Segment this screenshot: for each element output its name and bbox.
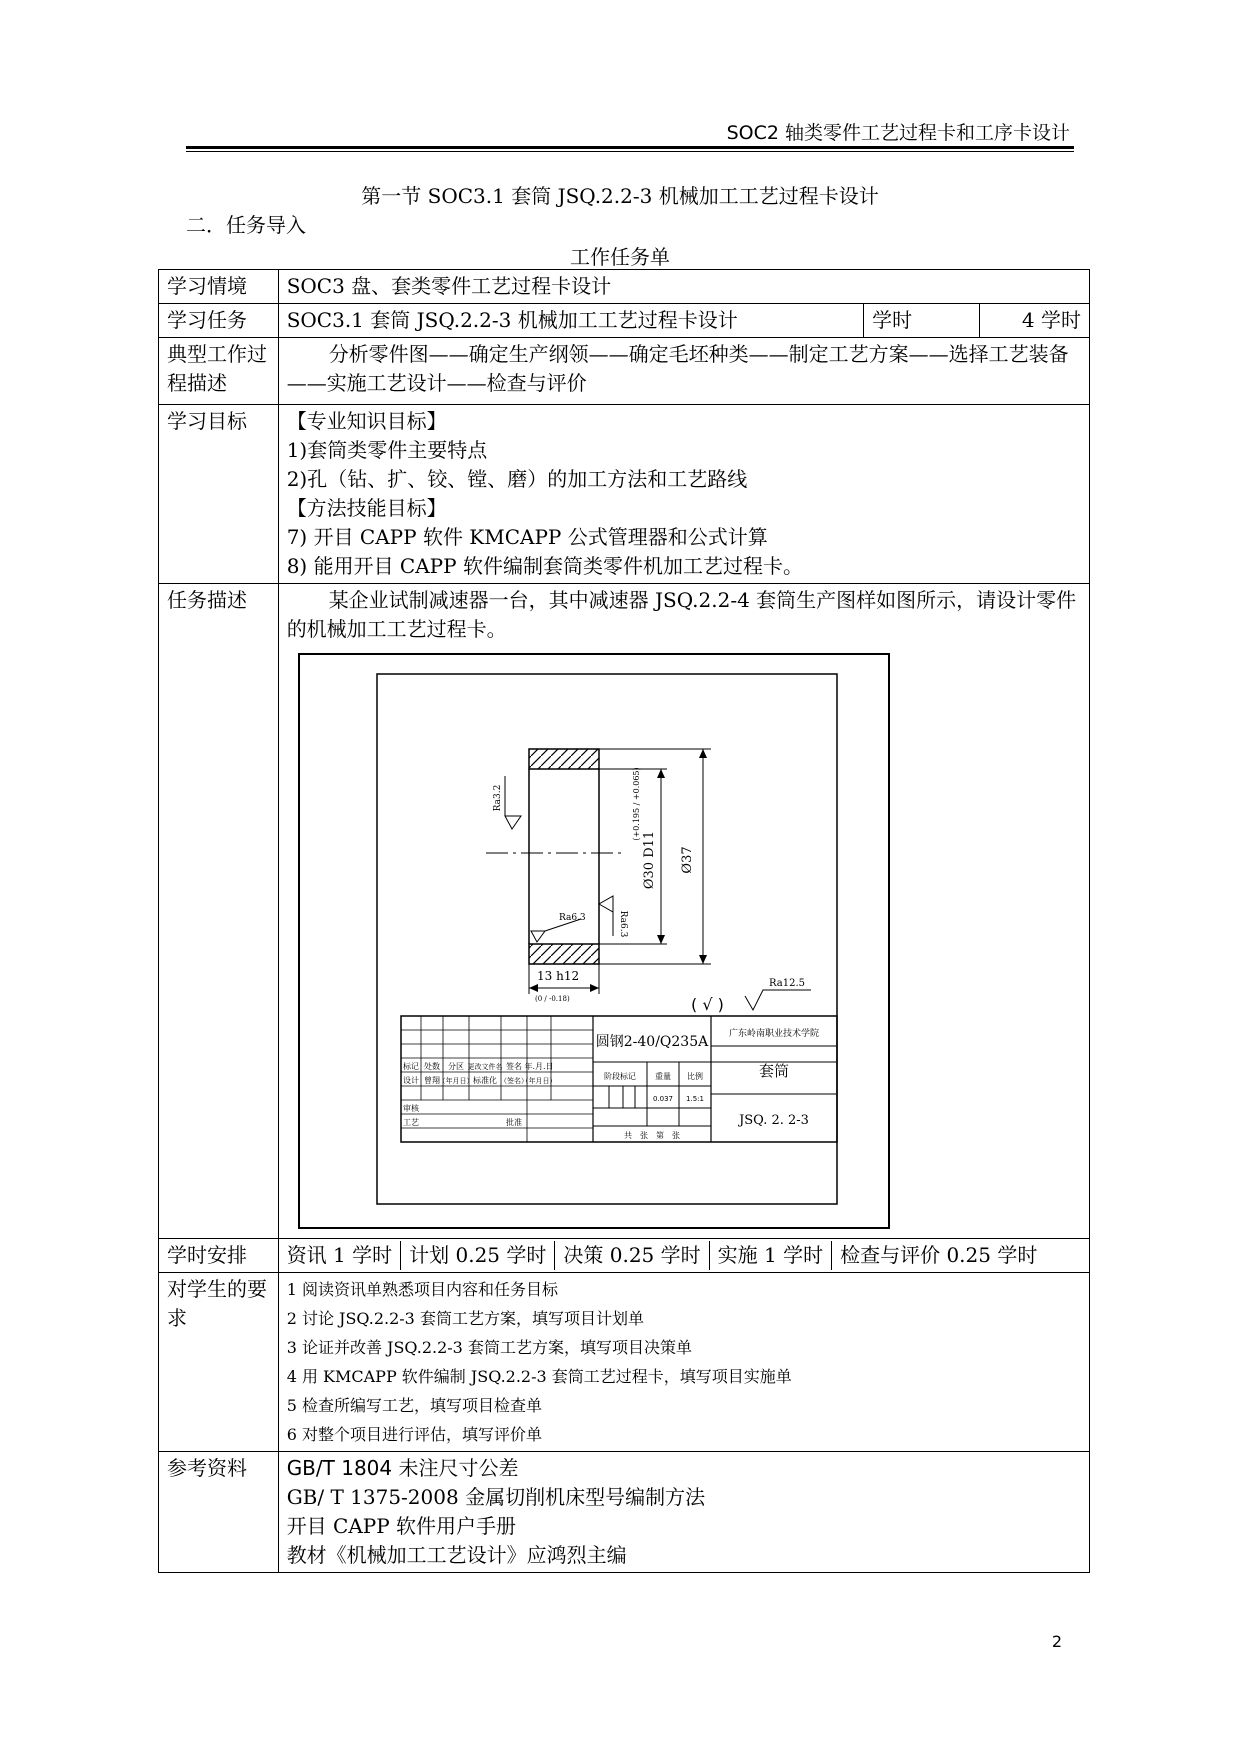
value-desc	[278, 584, 1089, 1239]
tb-design-date: （年月日）	[438, 1077, 474, 1085]
section-bottom-hatch	[529, 944, 599, 964]
ref-line: 教材《机械加工工艺设计》应鸿烈主编	[286, 1543, 627, 1567]
tb-scale-label: 比例	[686, 1072, 703, 1081]
label-task: 学习任务	[159, 304, 279, 338]
title-block	[401, 1016, 837, 1142]
ra-left-symbol	[505, 816, 521, 829]
tb-count-label: 处数	[423, 1062, 440, 1071]
tb-review-label: 审核	[402, 1104, 419, 1113]
dim-width-tolerance: (0 / -0.18)	[534, 995, 570, 1003]
running-header: SOC2 轴类零件工艺过程卡和工序卡设计	[726, 122, 1070, 144]
part-drawing	[287, 644, 1081, 1236]
goal-line: 【专业知识目标】	[286, 409, 447, 433]
value-refs	[278, 1452, 1089, 1573]
tb-design-label: 设计	[402, 1076, 419, 1085]
ra-left-label: Ra3.2	[492, 784, 503, 812]
value-hours: 4 学时	[980, 304, 1090, 338]
row-requirements	[159, 1273, 1090, 1452]
schedule-plan: 计划 0.25 学时	[401, 1241, 555, 1270]
section-top-hatch	[529, 749, 599, 769]
requirement-line: 3 论证并改善 JSQ.2.2-3 套筒工艺方案，填写项目决策单	[286, 1338, 692, 1357]
row-task	[159, 304, 1090, 338]
requirement-line: 5 检查所编写工艺，填写项目检查单	[286, 1396, 542, 1415]
tb-part-name: 套筒	[758, 1062, 789, 1080]
tb-part-no: JSQ. 2. 2-3	[738, 1113, 809, 1128]
requirement-line: 6 对整个项目进行评估，填写评价单	[286, 1425, 542, 1444]
value-task: SOC3.1 套筒 JSQ.2.2-3 机械加工工艺过程卡设计	[278, 304, 863, 338]
ref-line: GB/T 1804 未注尺寸公差	[286, 1456, 519, 1480]
tb-sheets: 共 张 第 张	[623, 1131, 680, 1140]
ra-inner-label: Ra6.3	[617, 910, 628, 938]
subheading: 二．任务导入	[186, 213, 306, 237]
desc-text: 某企业试制减速器一台，其中减速器 JSQ.2.2-4 套筒生产图样如图所示，请设计零件的机械加工工艺过程卡。	[286, 588, 1077, 641]
goal-line: 2)孔（钻、扩、铰、镗、磨）的加工方法和工艺路线	[286, 467, 748, 491]
tb-weight-value: 0.037	[652, 1095, 673, 1103]
requirement-line: 1 阅读资讯单熟悉项目内容和任务目标	[286, 1280, 558, 1299]
tb-weight-label: 重量	[654, 1072, 671, 1081]
schedule-info: 资讯 1 学时	[287, 1241, 401, 1270]
tb-standard-sign: （签名）	[499, 1077, 528, 1085]
value-situation: SOC3 盘、套类零件工艺过程卡设计	[278, 270, 1089, 304]
label-refs: 参考资料	[159, 1452, 279, 1573]
table-title: 工作任务单	[570, 245, 670, 269]
value-process: 分析零件图——确定生产纲领——确定毛坯种类——制定工艺方案——选择工艺装备——实施工艺设计——检查与评价	[278, 338, 1089, 405]
tb-mark-label: 标记	[402, 1062, 419, 1071]
goal-line: 【方法技能目标】	[286, 496, 447, 520]
dim-width-label: 13 h12	[536, 969, 579, 983]
work-task-table	[158, 269, 1090, 1573]
page-number: 2	[1051, 1632, 1062, 1651]
row-goals	[159, 405, 1090, 584]
tb-zone-label: 分区	[447, 1062, 464, 1071]
goal-line: 8) 能用开目 CAPP 软件编制套筒类零件机加工艺过程卡。	[286, 554, 803, 578]
schedule-decide: 决策 0.25 学时	[555, 1241, 709, 1270]
ra-general-paren: ( √ )	[690, 995, 724, 1014]
ra-general-symbol	[745, 990, 811, 1010]
row-process	[159, 338, 1090, 405]
label-situation: 学习情境	[159, 270, 279, 304]
tb-stage-label: 阶段标记	[603, 1072, 636, 1081]
label-desc: 任务描述	[159, 584, 279, 1239]
tb-school: 广东岭南职业技术学院	[728, 1029, 819, 1039]
ra-bottom-symbol	[531, 931, 545, 942]
tb-designer: 曾翔	[423, 1076, 440, 1085]
value-schedule	[278, 1239, 1089, 1273]
tb-standard-label: 标准化	[472, 1076, 497, 1085]
tb-change-label: 更改文件名	[467, 1063, 503, 1071]
value-requirements	[278, 1273, 1089, 1452]
requirement-line: 4 用 KMCAPP 软件编制 JSQ.2.2-3 套筒工艺过程卡，填写项目实施单	[286, 1367, 792, 1386]
tb-material: 圆钢2-40/Q235A	[595, 1034, 708, 1050]
row-schedule	[159, 1239, 1090, 1273]
goal-line: 7) 开目 CAPP 软件 KMCAPP 公式管理器和公式计算	[286, 525, 768, 549]
schedule-implement: 实施 1 学时	[710, 1241, 832, 1270]
part-drawing-svg	[291, 646, 891, 1232]
tb-approve-label: 批准	[505, 1118, 522, 1127]
tb-standard-date: （年月日）	[521, 1077, 557, 1085]
row-refs	[159, 1452, 1090, 1573]
header-rule-thin	[186, 151, 1074, 152]
ra-general-label: Ra12.5	[768, 978, 805, 989]
dim-bore-label: Ø30 D11	[641, 830, 657, 890]
label-requirements: 对学生的要求	[159, 1273, 279, 1452]
schedule-check: 检查与评价 0.25 学时	[840, 1243, 1038, 1267]
ra-inner-symbol	[599, 896, 613, 912]
tb-sign-label: 签名	[505, 1062, 522, 1071]
section-title: 第一节 SOC3.1 套筒 JSQ.2.2-3 机械加工工艺过程卡设计	[361, 184, 879, 208]
row-desc	[159, 584, 1090, 1239]
label-goals: 学习目标	[159, 405, 279, 584]
goal-line: 1)套筒类零件主要特点	[286, 438, 488, 462]
tb-process-label: 工艺	[402, 1118, 419, 1127]
tb-scale-value: 1.5:1	[685, 1095, 704, 1103]
header-rule-thick	[186, 146, 1074, 149]
dim-outer-label: Ø37	[679, 846, 695, 874]
label-schedule: 学时安排	[159, 1239, 279, 1273]
row-situation	[159, 270, 1090, 304]
requirement-line: 2 讨论 JSQ.2.2-3 套筒工艺方案，填写项目计划单	[286, 1309, 644, 1328]
dim-bore-tolerance: (+0.195 / +0.065)	[631, 767, 641, 841]
ref-line: 开目 CAPP 软件用户手册	[286, 1514, 517, 1538]
ra-bottom-label: Ra6.3	[558, 913, 586, 923]
label-process: 典型工作过程描述	[159, 338, 279, 405]
label-hours: 学时	[864, 304, 980, 338]
ref-line: GB/ T 1375-2008 金属切削机床型号编制方法	[286, 1485, 706, 1509]
value-goals	[278, 405, 1089, 584]
tb-date-label: 年.月.日	[524, 1062, 554, 1071]
